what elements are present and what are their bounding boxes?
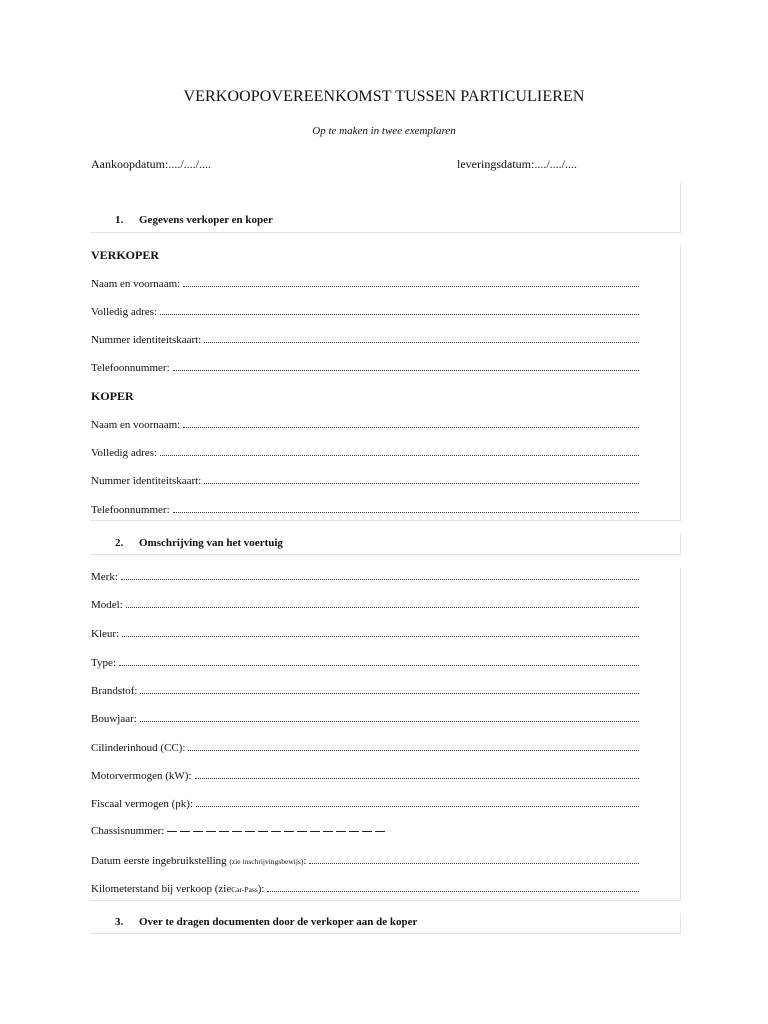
cylinder-input[interactable]	[188, 741, 639, 751]
buyer-heading: KOPER	[91, 389, 134, 403]
year-input[interactable]	[140, 712, 639, 722]
buyer-name-label: Naam en voornaam:	[91, 419, 181, 431]
type-input[interactable]	[119, 656, 639, 666]
fiscal-power-input[interactable]	[196, 797, 639, 807]
power-kw-field[interactable]	[91, 769, 639, 782]
seller-name-field[interactable]	[91, 277, 639, 290]
section-1-title: Gegevens verkoper en koper	[139, 214, 273, 226]
fiscal-power-label: Fiscaal vermogen (pk):	[91, 798, 194, 810]
cylinder-label: Cilinderinhoud (CC):	[91, 742, 186, 754]
section-1-heading	[115, 214, 273, 226]
power-kw-label: Motorvermogen (kW):	[91, 770, 192, 782]
chassis-label: Chassisnummer:	[91, 825, 165, 837]
purchase-date-field[interactable]: Aankoopdatum:..../..../....	[91, 157, 211, 171]
section-3-number: 3.	[115, 916, 124, 928]
buyer-address-input[interactable]	[160, 446, 639, 456]
model-field[interactable]	[91, 598, 639, 611]
seller-name-label: Naam en voornaam:	[91, 278, 181, 290]
mileage-note-prefix: (zie	[214, 883, 232, 895]
color-label: Kleur:	[91, 628, 120, 640]
first-registration-field[interactable]: Datum eerste ingebruikstelling (zie inschrijvingsbewijs):	[91, 854, 639, 867]
seller-name-input[interactable]	[183, 277, 639, 287]
buyer-phone-label: Telefoonnummer:	[91, 504, 170, 516]
fuel-field[interactable]	[91, 684, 639, 697]
seller-phone-label: Telefoonnummer:	[91, 362, 170, 374]
seller-id-input[interactable]	[204, 333, 639, 343]
document-title: VERKOOPOVEREENKOMST TUSSEN PARTICULIEREN	[183, 88, 585, 105]
buyer-id-field[interactable]	[91, 474, 639, 487]
model-input[interactable]	[126, 598, 639, 608]
seller-heading: VERKOPER	[91, 248, 160, 262]
delivery-date-field[interactable]: leveringsdatum:..../..../....	[457, 157, 577, 171]
section-1-number: 1.	[115, 214, 124, 226]
section-2-heading	[115, 537, 283, 549]
buyer-id-label: Nummer identiteitskaart:	[91, 475, 202, 487]
section-2-content-box	[90, 568, 681, 901]
seller-id-field[interactable]	[91, 333, 639, 346]
year-label: Bouwjaar:	[91, 713, 137, 725]
model-label: Model:	[91, 599, 123, 611]
seller-id-label: Nummer identiteitskaart:	[91, 334, 202, 346]
first-registration-input[interactable]	[309, 854, 639, 864]
buyer-name-input[interactable]	[183, 418, 639, 428]
seller-phone-input[interactable]	[173, 361, 639, 371]
chassis-input[interactable]	[167, 825, 388, 837]
mileage-label: Kilometerstand bij verkoop	[91, 883, 212, 895]
mileage-input[interactable]	[267, 882, 639, 892]
buyer-phone-field[interactable]	[91, 503, 639, 516]
section-3-title: Over te dragen documenten door de verkoper aan de koper	[139, 916, 418, 928]
buyer-phone-input[interactable]	[173, 503, 639, 513]
cylinder-field[interactable]	[91, 741, 639, 754]
seller-address-field[interactable]	[91, 305, 639, 318]
type-label: Type:	[91, 657, 116, 669]
first-registration-label: Datum eerste ingebruikstelling	[91, 855, 227, 867]
year-field[interactable]	[91, 712, 639, 725]
color-field[interactable]	[91, 627, 639, 640]
seller-address-label: Volledig adres:	[91, 306, 158, 318]
buyer-id-input[interactable]	[204, 474, 639, 484]
fuel-input[interactable]	[140, 684, 639, 694]
seller-address-input[interactable]	[160, 305, 639, 315]
seller-phone-field[interactable]	[91, 361, 639, 374]
document-subtitle: Op te maken in twee exemplaren	[312, 125, 456, 137]
section-2-title: Omschrijving van het voertuig	[139, 537, 283, 549]
type-field[interactable]	[91, 656, 639, 669]
brand-field[interactable]	[91, 570, 639, 583]
brand-input[interactable]	[121, 570, 639, 580]
buyer-address-field[interactable]	[91, 446, 639, 459]
buyer-name-field[interactable]	[91, 418, 639, 431]
brand-label: Merk:	[91, 571, 118, 583]
power-kw-input[interactable]	[195, 769, 640, 779]
chassis-field[interactable]	[91, 825, 388, 837]
mileage-note: Car-Pass	[231, 885, 258, 894]
color-input[interactable]	[122, 627, 639, 637]
section-2-number: 2.	[115, 537, 124, 549]
buyer-address-label: Volledig adres:	[91, 447, 158, 459]
fuel-label: Brandstof:	[91, 685, 138, 697]
fiscal-power-field[interactable]	[91, 797, 639, 810]
first-registration-note: (zie inschrijvingsbewijs)	[229, 857, 304, 866]
mileage-field[interactable]: Kilometerstand bij verkoop (zieCar-Pass):	[91, 882, 639, 895]
section-3-heading	[115, 916, 417, 928]
